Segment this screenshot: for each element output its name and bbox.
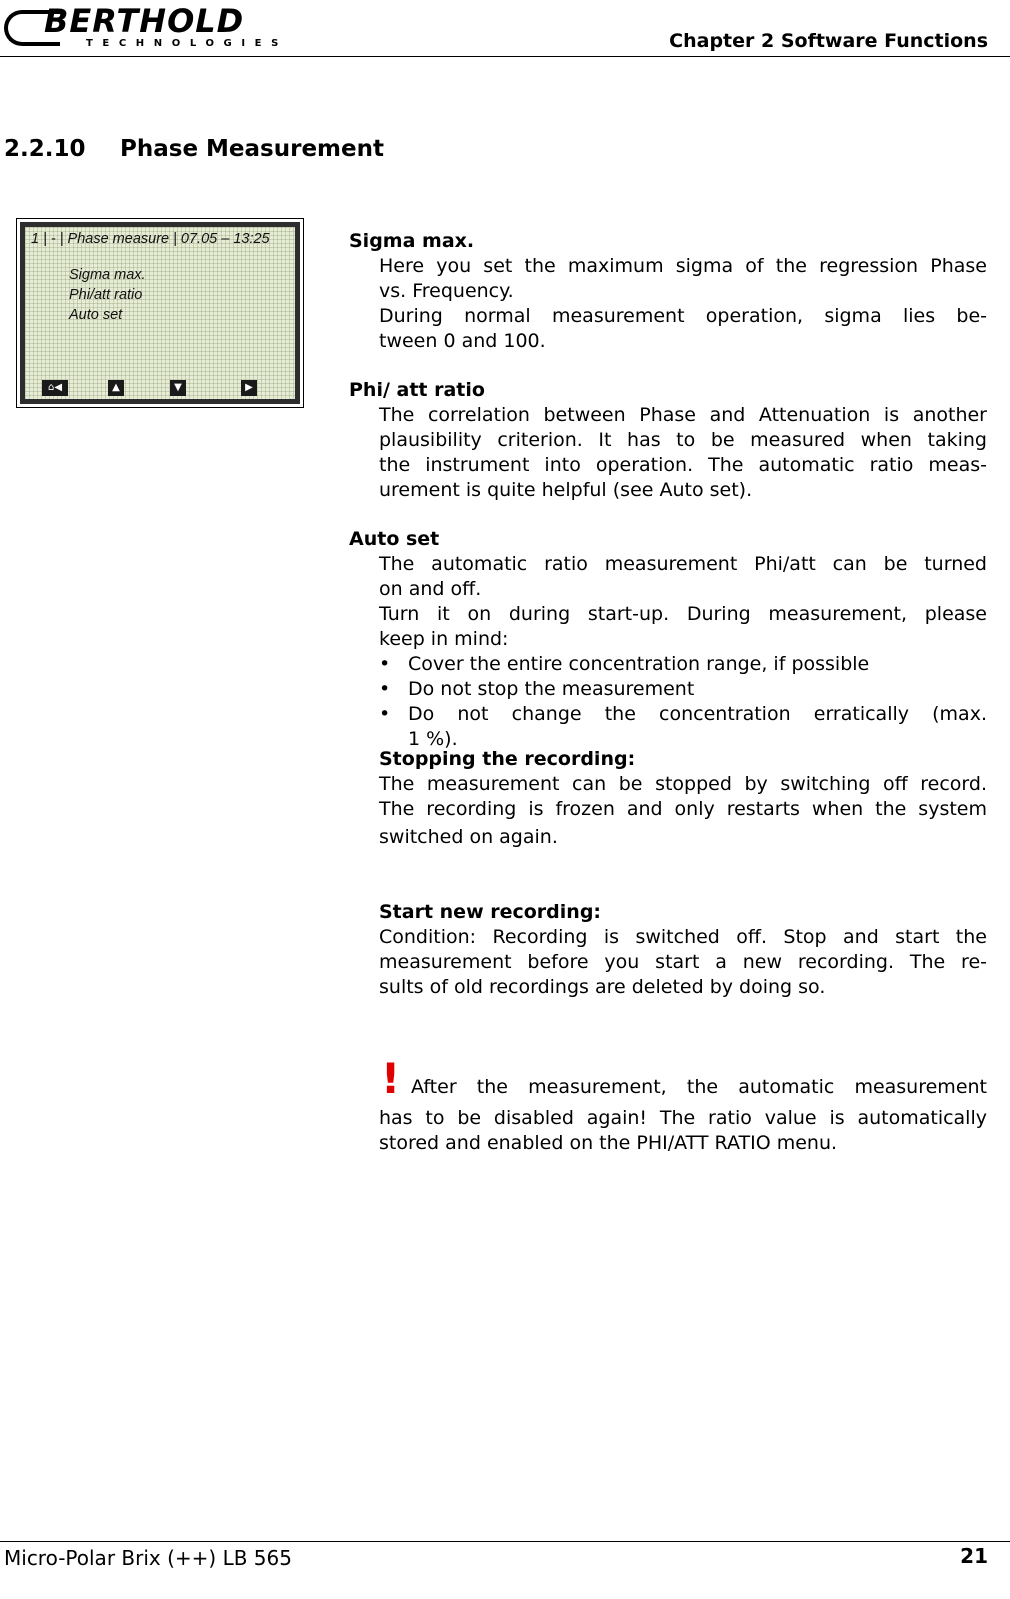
sigma-description <box>379 254 987 354</box>
bullet-text: Cover the entire concentration range, if possible <box>408 653 870 675</box>
berthold-logo <box>4 2 294 52</box>
text-line: tween 0 and 100. <box>379 330 546 352</box>
text-line: measurement before you start a new recording. The re- <box>379 951 987 973</box>
text-line: sults of old recordings are deleted by doing so. <box>379 976 826 998</box>
up-arrow-button[interactable]: ▲ <box>108 380 124 396</box>
section-number: 2.2.10 <box>4 136 86 162</box>
text-line: Here you set the maximum sigma of the regression Phase <box>379 255 987 277</box>
text-line: on and off. <box>379 578 482 600</box>
text-line: After the measurement, the automatic measurement <box>411 1076 987 1098</box>
start-new-recording-text <box>379 925 987 1000</box>
text-line: vs. Frequency. <box>379 280 514 302</box>
lcd-menu-item-phiatt[interactable]: Phi/att ratio <box>69 287 143 303</box>
text-line: Turn it on during start-up. During measurement, please <box>379 603 987 625</box>
section-heading <box>4 136 384 162</box>
bullet-text: Do not stop the measurement <box>408 678 695 700</box>
text-line: plausibility criterion. It has to be measured when taking <box>379 429 987 451</box>
bullet-text: Do not change the concentration erratically (max. <box>408 703 987 725</box>
right-arrow-button[interactable]: ▶ <box>241 380 257 396</box>
phiatt-description <box>379 403 987 503</box>
bullet-icon: • <box>379 703 391 725</box>
text-line: The correlation between Phase and Attenuation is another <box>379 404 987 426</box>
text-line: Condition: Recording is switched off. Stop and start the <box>379 926 987 948</box>
text-line: The automatic ratio measurement Phi/att can be turned <box>379 553 987 575</box>
term-auto-set: Auto set <box>349 528 440 550</box>
text-line: keep in mind: <box>379 628 509 650</box>
text-line: urement is quite helpful (see Auto set). <box>379 479 753 501</box>
lcd-display <box>20 222 300 404</box>
stopping-recording-text <box>379 772 987 850</box>
text-line: The measurement can be stopped by switching off record. <box>379 773 987 795</box>
start-new-recording-heading: Start new recording: <box>379 901 602 923</box>
logo-subtitle: TECHNOLOGIES <box>86 38 288 49</box>
term-phi-att-ratio: Phi/ att ratio <box>349 379 485 401</box>
header-divider <box>0 56 1010 57</box>
text-line: stored and enabled on the PHI/ATT RATIO menu. <box>379 1132 838 1154</box>
footer-divider <box>0 1541 1010 1542</box>
lcd-screen-figure <box>16 218 304 408</box>
term-sigma-max: Sigma max. <box>349 230 475 252</box>
logo-wordmark: BERTHOLD <box>44 2 245 40</box>
bullet-icon: • <box>379 678 391 700</box>
text-line: switched on again. <box>379 826 558 848</box>
warning-line-1 <box>411 1075 987 1100</box>
section-title-text: Phase Measurement <box>120 136 384 162</box>
lcd-header: 1 | - | Phase measure | 07.05 – 13:25 <box>31 231 270 247</box>
down-arrow-button[interactable]: ▼ <box>170 380 186 396</box>
text-line: During normal measurement operation, sigma lies be- <box>379 305 987 327</box>
bullet-icon: • <box>379 653 391 675</box>
stopping-recording-heading: Stopping the recording: <box>379 748 636 770</box>
text-line: the instrument into operation. The automatic ratio meas- <box>379 454 987 476</box>
autoset-description <box>379 552 987 652</box>
warning-exclamation-icon: ! <box>381 1054 401 1103</box>
text-line: The recording is frozen and only restarts when the system <box>379 798 987 820</box>
lcd-menu-item-autoset[interactable]: Auto set <box>69 307 123 323</box>
bullet-text: 1 %). <box>408 728 458 750</box>
text-line: has to be disabled again! The ratio value is automatically <box>379 1107 987 1129</box>
footer-product: Micro-Polar Brix (++) LB 565 <box>4 1546 292 1570</box>
chapter-title: Chapter 2 Software Functions <box>669 30 988 52</box>
lcd-menu-item-sigma[interactable]: Sigma max. <box>69 267 146 283</box>
home-back-button[interactable]: ⌂◀ <box>42 380 68 396</box>
warning-text <box>379 1106 987 1156</box>
page-number: 21 <box>960 1544 988 1568</box>
